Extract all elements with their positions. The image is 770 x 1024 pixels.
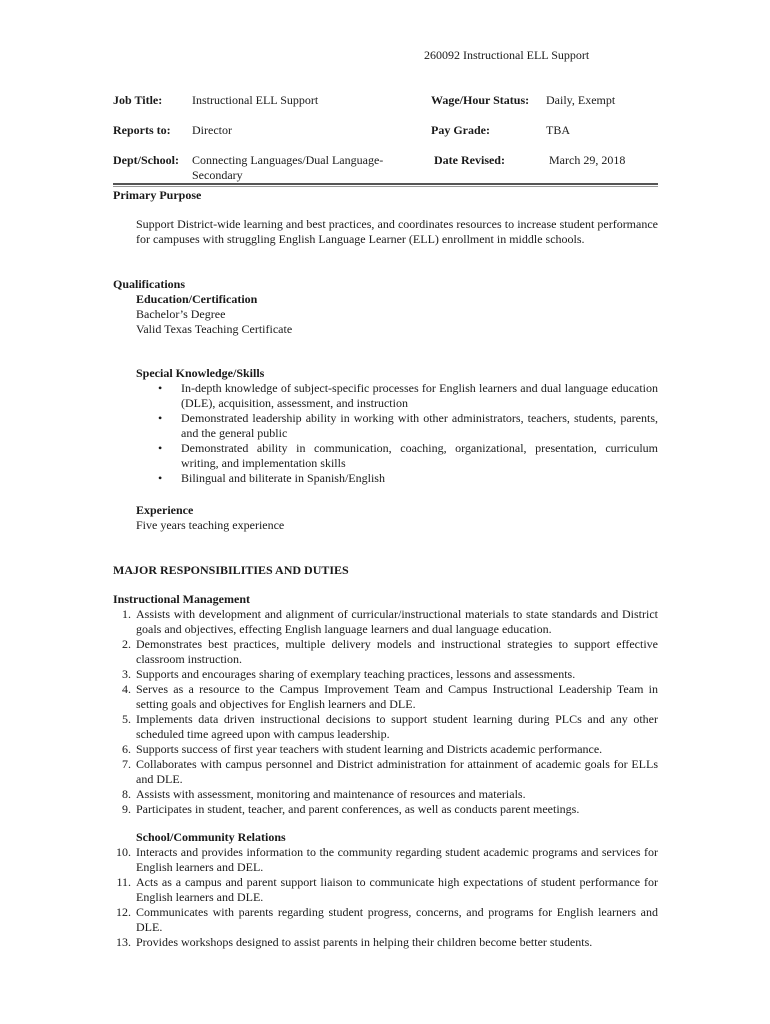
- experience-heading: Experience: [136, 503, 194, 517]
- dept-school-label: Dept/School:: [113, 153, 179, 167]
- duty-text: Assists with assessment, monitoring and maintenance of resources and materials.: [136, 787, 526, 801]
- duty-item: [113, 637, 658, 667]
- skills-list: [136, 381, 658, 486]
- duty-number: 11.: [116, 875, 131, 889]
- duty-item: [113, 712, 658, 742]
- duty-number: 4.: [122, 682, 131, 696]
- skills-heading: Special Knowledge/Skills: [136, 366, 265, 380]
- duty-text: Assists with development and alignment of curricular/instructional materials to state standards and District goals and objectives, effecting English language learners and dual language education.: [136, 607, 658, 636]
- duty-text: Participates in student, teacher, and parent conferences, as well as conducts parent meetings.: [136, 802, 580, 816]
- duty-item: [113, 682, 658, 712]
- community-relations-heading: School/Community Relations: [136, 830, 286, 844]
- reports-to-label: Reports to:: [113, 123, 171, 137]
- date-revised-value: March 29, 2018: [549, 153, 626, 167]
- duty-text: Supports success of first year teachers with student learning and Districts academic performance.: [136, 742, 603, 756]
- duty-number: 10.: [116, 845, 131, 859]
- duty-text: Provides workshops designed to assist parents in helping their children become better students.: [136, 935, 593, 949]
- duty-item: [113, 802, 658, 817]
- duty-item: [113, 757, 658, 787]
- header-row-dept: [113, 153, 658, 185]
- duty-item: [113, 935, 658, 950]
- instructional-duties-list: [113, 607, 658, 817]
- date-revised-label: Date Revised:: [434, 153, 505, 167]
- duty-item: [113, 787, 658, 802]
- dept-school-value: Connecting Languages/Dual Language-Secondary: [192, 153, 384, 182]
- duty-text: Demonstrates best practices, multiple delivery models and instructional strategies to support effective classroom instruction.: [136, 637, 658, 666]
- pay-grade-label: Pay Grade:: [431, 123, 490, 137]
- duty-item: [113, 845, 658, 875]
- duty-number: 7.: [122, 757, 131, 771]
- header-row-reports-to: [113, 123, 658, 155]
- duty-number: 3.: [122, 667, 131, 681]
- skill-item: • Demonstrated leadership ability in working with other administrators, teachers, students, parents, and the general public: [136, 411, 658, 441]
- duty-text: Acts as a campus and parent support liaison to communicate high expectations of student performance for English learners and DLE.: [136, 875, 658, 904]
- community-duties-list: [113, 845, 658, 950]
- primary-purpose-text: Support District-wide learning and best practices, and coordinates resources to increase student performance for campuses with struggling English Language Learner (ELL) enrollment in middle schools.: [136, 217, 658, 246]
- duty-text: Collaborates with campus personnel and District administration for attainment of academic goals for ELLs and DLE.: [136, 757, 658, 786]
- duties-heading: MAJOR RESPONSIBILITIES AND DUTIES: [113, 563, 349, 577]
- duty-text: Interacts and provides information to the community regarding student academic programs and services for English learners and DEL.: [136, 845, 658, 874]
- duty-number: 1.: [122, 607, 131, 621]
- qualifications-heading: Qualifications: [113, 277, 186, 291]
- duty-text: Communicates with parents regarding student progress, concerns, and programs for English learners and DLE.: [136, 905, 658, 934]
- education-item: Valid Texas Teaching Certificate: [136, 322, 293, 336]
- job-title-value: Instructional ELL Support: [192, 93, 319, 107]
- duty-item: [113, 875, 658, 905]
- duty-item: [113, 905, 658, 935]
- instructional-management-heading: Instructional Management: [113, 592, 250, 606]
- experience-text: Five years teaching experience: [136, 518, 285, 532]
- primary-purpose-heading: Primary Purpose: [113, 188, 202, 202]
- header-divider: [113, 183, 658, 185]
- job-title-label: Job Title:: [113, 93, 163, 107]
- duty-text: Implements data driven instructional decisions to support student learning during PLCs and any other scheduled time agreed upon with campus leadership.: [136, 712, 658, 741]
- duty-number: 5.: [122, 712, 131, 726]
- duty-text: Serves as a resource to the Campus Improvement Team and Campus Instructional Leadership Team in setting goals and objectives for English learners and DLE.: [136, 682, 658, 711]
- skill-item: • Demonstrated ability in communication, coaching, organizational, presentation, curriculum writing, and implementation skills: [136, 441, 658, 471]
- duty-number: 8.: [122, 787, 131, 801]
- education-item: Bachelor’s Degree: [136, 307, 226, 321]
- document-id: 260092 Instructional ELL Support: [424, 48, 590, 62]
- duty-number: 12.: [116, 905, 131, 919]
- duty-number: 9.: [122, 802, 131, 816]
- duty-item: [113, 667, 658, 682]
- skill-item: • In-depth knowledge of subject-specific processes for English learners and dual language education (DLE), acquisition, assessment, and instruction: [136, 381, 658, 411]
- education-heading: Education/Certification: [136, 292, 258, 306]
- duty-item: [113, 742, 658, 757]
- header-divider-thin: [113, 186, 658, 187]
- skill-item: • Bilingual and biliterate in Spanish/English: [136, 471, 658, 486]
- duty-number: 13.: [116, 935, 131, 949]
- duty-text: Supports and encourages sharing of exemplary teaching practices, lessons and assessments.: [136, 667, 576, 681]
- duty-item: [113, 607, 658, 637]
- reports-to-value: Director: [192, 123, 232, 137]
- duty-number: 6.: [122, 742, 131, 756]
- pay-grade-value: TBA: [546, 123, 570, 137]
- duty-number: 2.: [122, 637, 131, 651]
- header-row-job-title: [113, 93, 658, 125]
- wage-status-label: Wage/Hour Status:: [431, 93, 530, 107]
- wage-status-value: Daily, Exempt: [546, 93, 616, 107]
